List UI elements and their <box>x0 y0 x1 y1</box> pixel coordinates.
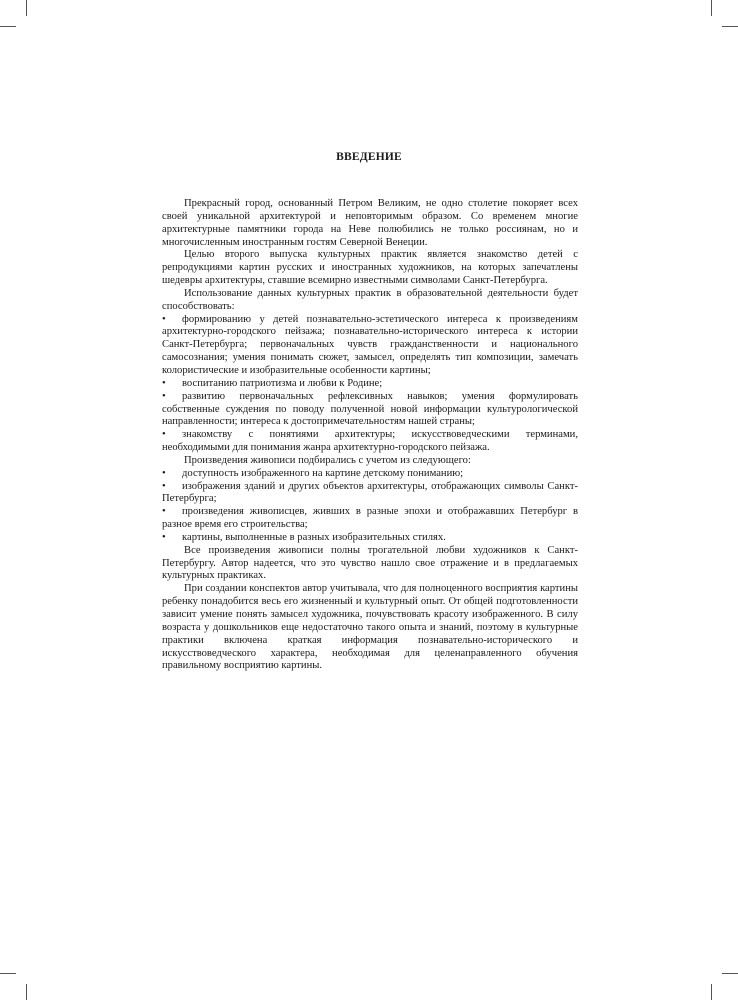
bullet: • <box>162 531 166 543</box>
list-item-text: знакомству с понятиями архитектуры; искусствоведческими терминами, необходимыми для понимания жанра архитектурно-городского пейзажа. <box>162 429 578 454</box>
list-item-text: картины, выполненные в разных изобразительных стилях. <box>182 531 446 543</box>
list-item <box>162 429 578 455</box>
list-item <box>162 314 578 378</box>
bullet: • <box>162 480 166 492</box>
list-item-text: развитию первоначальных рефлексивных навыков; умения формулировать собственные суждения по поводу полученной новой информации культурологической направленности; интереса к достопримечательностям нашей страны; <box>162 390 578 428</box>
bullet: • <box>162 313 166 325</box>
paragraph: Произведения живописи подбирались с учетом из следующего: <box>184 454 471 466</box>
list-item-text: формированию у детей познавательно-эстетического интереса к произведениям архитектурно-городского пейзажа; познавательно-исторического интереса к истории Санкт-Петербурга; первоначальных чувств гражданственности и национального самосознания; умения понимать сюжет, замысел, определять тип композиции, замечать колористические и изобразительные особенности картины; <box>162 313 578 376</box>
bullet: • <box>162 390 166 402</box>
crop-mark <box>26 984 27 1000</box>
list-item-text: воспитанию патриотизма и любви к Родине; <box>182 377 383 389</box>
paragraph: Прекрасный город, основанный Петром Великим, не одно столетие покоряет всех своей уникальной архитектурой и неповторимым образом. Со временем многие архитектурные памятники города на Неве полюбились не только россиянам, но и многочисленным иностранным гостям Северной Венеции. <box>162 198 578 248</box>
list-item-text: изображения зданий и других объектов архитектуры, отображающих символы Санкт-Петербурга; <box>162 480 578 505</box>
list-item <box>162 506 578 532</box>
bullet: • <box>162 467 166 479</box>
list-item <box>162 378 578 391</box>
bullet: • <box>162 429 166 441</box>
list-item <box>162 468 578 481</box>
crop-mark <box>0 973 16 974</box>
paragraph: Целью второго выпуска культурных практик является знакомство детей с репродукциями картин русских и иностранных художников, на которых запечатлены шедевры архитектуры, ставшие всемирно известными символами Санкт-Петербурга. <box>162 249 578 287</box>
list-item <box>162 532 578 545</box>
list-item-text: произведения живописцев, живших в разные эпохи и отображавших Петербург в разное время его строительства; <box>162 506 578 531</box>
bullet: • <box>162 377 166 389</box>
paragraph: Использование данных культурных практик в образовательной деятельности будет способствовать: <box>162 287 578 312</box>
list-item <box>162 481 578 507</box>
crop-mark <box>0 26 16 27</box>
crop-mark <box>26 0 27 16</box>
crop-mark <box>722 26 738 27</box>
page-title: ВВЕДЕНИЕ <box>336 151 402 163</box>
list-item-text: доступность изображенного на картине детскому пониманию; <box>182 467 464 479</box>
crop-mark <box>722 973 738 974</box>
list-item <box>162 391 578 430</box>
body-text <box>162 198 578 673</box>
paragraph: При создании конспектов автор учитывала, что для полноценного восприятия картины ребенку понадобится весь его жизненный и культурный опыт. От общей подготовленности зависит умение понять замысел художника, почувствовать красоту изображенного. В силу возраста у дошкольников еще недостаточно такого опыта и знаний, поэтому в культурные практики включена краткая информация познавательно-исторического и искусствоведческого характера, необходимая для целенаправленного обучения правильному восприятию картины. <box>162 583 578 672</box>
paragraph: Все произведения живописи полны трогательной любви художников к Санкт-Петербургу. Автор надеется, что это чувство нашло свое отражение и в предлагаемых культурных практиках. <box>162 544 578 582</box>
bullet: • <box>162 506 166 518</box>
crop-mark <box>711 984 712 1000</box>
crop-mark <box>711 0 712 16</box>
